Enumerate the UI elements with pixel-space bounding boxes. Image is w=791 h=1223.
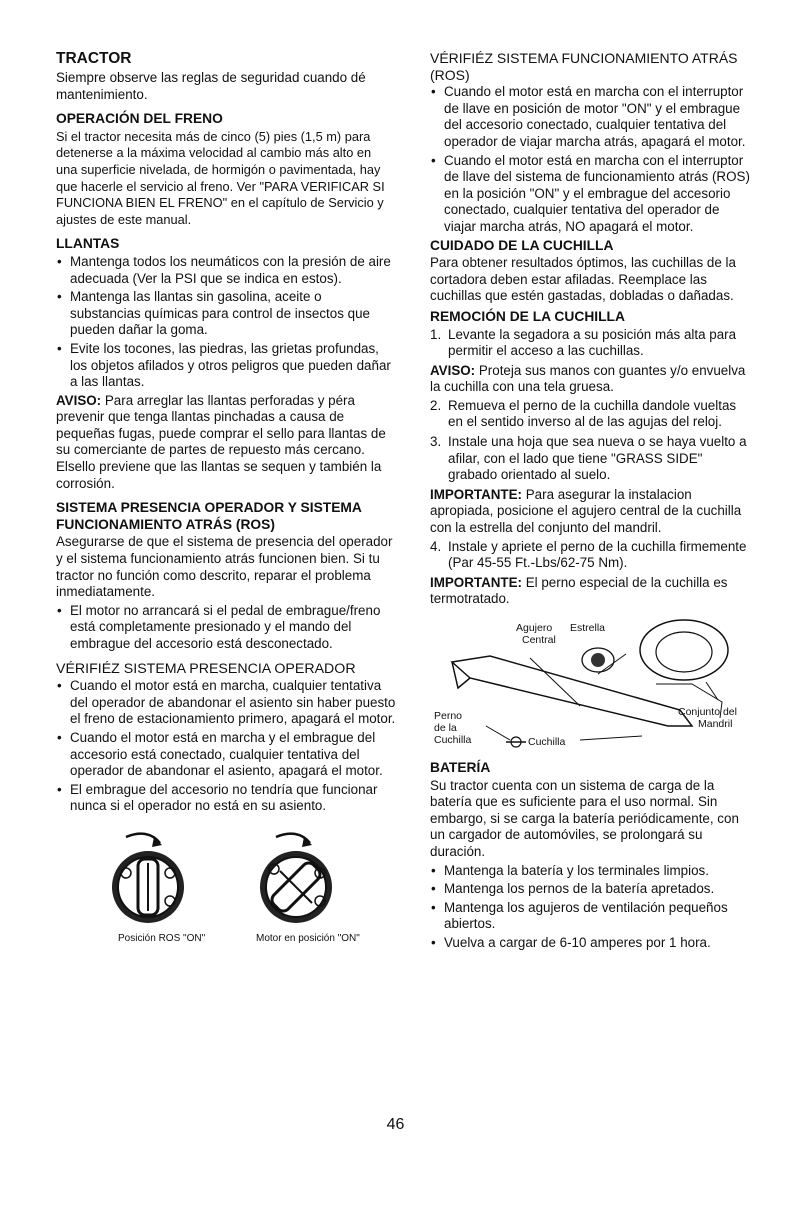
list-item: • Mantenga los pernos de la batería apretados. <box>430 881 752 898</box>
removal-steps-c <box>430 539 752 572</box>
label-perno: Perno <box>434 710 463 722</box>
brake-heading: OPERACIÓN DEL FRENO <box>56 111 223 127</box>
step-number: 1. <box>430 326 442 342</box>
label-mandril: Mandril <box>698 718 733 730</box>
important-text: Para asegurar la instalacion apropiada, posicione el agujero central de la cuchilla con la estrella del conjunto del mandril. <box>430 486 742 536</box>
step-text: Remueva el perno de la cuchilla dandole vueltas en el sentido inverso al de las agujas del reloj. <box>448 397 737 430</box>
tires-heading: LLANTAS <box>56 236 120 252</box>
ros-heading: VÉRIFIÉZ SISTEMA FUNCIONAMIENTO ATRÁS (ROS) <box>430 50 738 83</box>
label-estrella: Estrella <box>570 622 606 634</box>
system-list <box>56 603 396 653</box>
important-label: IMPORTANTE: <box>430 574 522 590</box>
label-cuchilla-b: Cuchilla <box>528 736 566 748</box>
battery-text: Su tractor cuenta con un sistema de carga de la batería que es suficiente para el uso normal. Sin embargo, si se carga la batería periódicamente, con un cargador de automóviles, se prolongará su duración. <box>430 777 739 859</box>
motor-switch-icon <box>244 829 354 929</box>
caption-motor: Motor en posición "ON" <box>256 932 360 944</box>
list-item: • El motor no arrancará si el pedal de embrague/freno está completamente presionado y el mando del embrague del accesorio está desconectado. <box>56 603 396 653</box>
blade-figure <box>430 614 752 752</box>
ros-list <box>430 84 752 235</box>
list-item: • Vuelva a cargar de 6-10 amperes por 1 hora. <box>430 935 752 952</box>
list-item: • Cuando el motor está en marcha con el interruptor de llave en posición de motor "ON" y el embrague del accesorio conectado, cualquier tentativa del operador de viajar marcha atrás, apagará el motor. <box>430 84 752 150</box>
care-text: Para obtener resultados óptimos, las cuchillas de la cortadora deben estar afiladas. Reemplace las cuchillas que estén gastadas, dobladas o dañadas. <box>430 255 736 304</box>
important-label: IMPORTANTE: <box>430 486 522 502</box>
section-title-tractor: TRACTOR <box>56 50 132 67</box>
step-number: 4. <box>430 538 442 554</box>
list-item: • Cuando el motor está en marcha con el interruptor de llave del sistema de funcionamiento atrás (ROS) en la posición "ON" y el embrague del accesorio conectado, cualquier tentativa del operador de viajar marcha atrás, NO apagará el motor. <box>430 153 752 236</box>
aviso-label: AVISO: <box>430 362 476 378</box>
label-conjunto: Conjunto del <box>678 706 737 718</box>
label-agujero: Agujero <box>516 622 553 634</box>
blade-diagram-icon <box>430 614 752 752</box>
step-text: Instale y apriete el perno de la cuchilla firmemente (Par 45-55 Ft.-Lbs/62-75 Nm). <box>448 538 747 571</box>
ignition-switch-figure <box>56 829 396 949</box>
removal-heading: REMOCIÓN DE LA CUCHILLA <box>430 308 625 324</box>
list-item: • Mantenga los agujeros de ventilación pequeños abiertos. <box>430 900 752 933</box>
brake-text: Si el tractor necesita más de cinco (5) pies (1,5 m) para detenerse a la máxima velocidad al cambio más alto en una superficie nivelada, de hormigón o pavimentada, hay que hacerle el servicio al freno. Ver "PARA VERIFICAR SI FUNCIONA BIEN EL FRENO" en el capítulo de Servicio y ajustes de este manual. <box>56 128 385 227</box>
list-item <box>430 398 752 431</box>
verify-heading: VÉRIFIÉZ SISTEMA PRESENCIA OPERADOR <box>56 660 356 677</box>
care-heading: CUIDADO DE LA CUCHILLA <box>430 237 614 253</box>
battery-list <box>430 863 752 952</box>
important-note-2 <box>430 575 752 608</box>
step-text: Levante la segadora a su posición más alta para permitir el acceso a las cuchillas. <box>448 326 737 359</box>
step-number: 3. <box>430 434 442 450</box>
label-de-la: de la <box>434 722 457 734</box>
list-item: • Mantenga la batería y los terminales limpios. <box>430 863 752 880</box>
aviso-text: Proteja sus manos con guantes y/o envuelva la cuchilla con una tela gruesa. <box>430 362 746 395</box>
label-central: Central <box>522 634 556 646</box>
page-number: 46 <box>386 1116 405 1133</box>
verify-list <box>56 678 396 815</box>
system-text: Asegurarse de que el sistema de presencia del operador y el sistema funcionamiento atrás funcionen bien. Si tu tractor no función como descrito, reparar el problema inmediatamente. <box>56 534 393 600</box>
list-item: • Cuando el motor está en marcha, cualquier tentativa del operador de abandonar el asiento sin haber puesto el freno de estacionamiento primero, apagará el motor. <box>56 678 396 728</box>
important-note-1 <box>430 487 752 537</box>
battery-heading: BATERÍA <box>430 760 491 775</box>
intro-text: Siempre observe las reglas de seguridad cuando dé mantenimiento. <box>56 70 366 102</box>
tires-list <box>56 254 396 391</box>
tires-aviso <box>56 393 396 493</box>
removal-steps-b <box>430 398 752 484</box>
list-item: • Evite los tocones, las piedras, las grietas profundas, los objetos afilados y otros peligros que pueden dañar a las llantas. <box>56 341 396 391</box>
step-text: Instale una hoja que sea nueva o se haya vuelto a afilar, con el lado que tiene "GRASS SIDE" grabado orientado al suelo. <box>448 434 747 483</box>
important-text: El perno especial de la cuchilla es termotratado. <box>430 574 728 607</box>
list-item <box>430 327 752 360</box>
system-heading: SISTEMA PRESENCIA OPERADOR Y SISTEMA FUNCIONAMIENTO ATRÁS (ROS) <box>56 500 362 532</box>
left-column <box>56 50 396 949</box>
list-item: • Cuando el motor está en marcha y el embrague del accesorio está conectado, cualquier tentativa del operador de abandonar el asiento, apagará el motor. <box>56 730 396 780</box>
removal-aviso <box>430 363 752 396</box>
list-item: • Mantenga todos los neumáticos con la presión de aire adecuada (Ver la PSI que se indica en estos). <box>56 254 396 287</box>
ros-switch-icon <box>96 829 206 929</box>
list-item <box>430 539 752 572</box>
step-number: 2. <box>430 397 442 413</box>
aviso-label: AVISO: <box>56 392 102 408</box>
caption-ros: Posición ROS "ON" <box>118 932 206 944</box>
list-item: • El embrague del accesorio no tendría que funcionar nunca si el operador no está en su asiento. <box>56 782 396 815</box>
list-item: • Mantenga las llantas sin gasolina, aceite o substancias químicas para control de insectos que pueden dañar la goma. <box>56 289 396 339</box>
label-cuchilla-a: Cuchilla <box>434 734 472 746</box>
right-column <box>430 50 752 954</box>
list-item <box>430 434 752 484</box>
aviso-text: Para arreglar las llantas perforadas y péra prevenir que tenga llantas pinchadas a causa de pequeñas fugas, puede comprar el sello para llantas de su comerciante de partes de repuesto más cercano. Elsello previene que las llantas se sequen y también la corrosión. <box>56 392 386 491</box>
removal-steps-a <box>430 327 752 360</box>
